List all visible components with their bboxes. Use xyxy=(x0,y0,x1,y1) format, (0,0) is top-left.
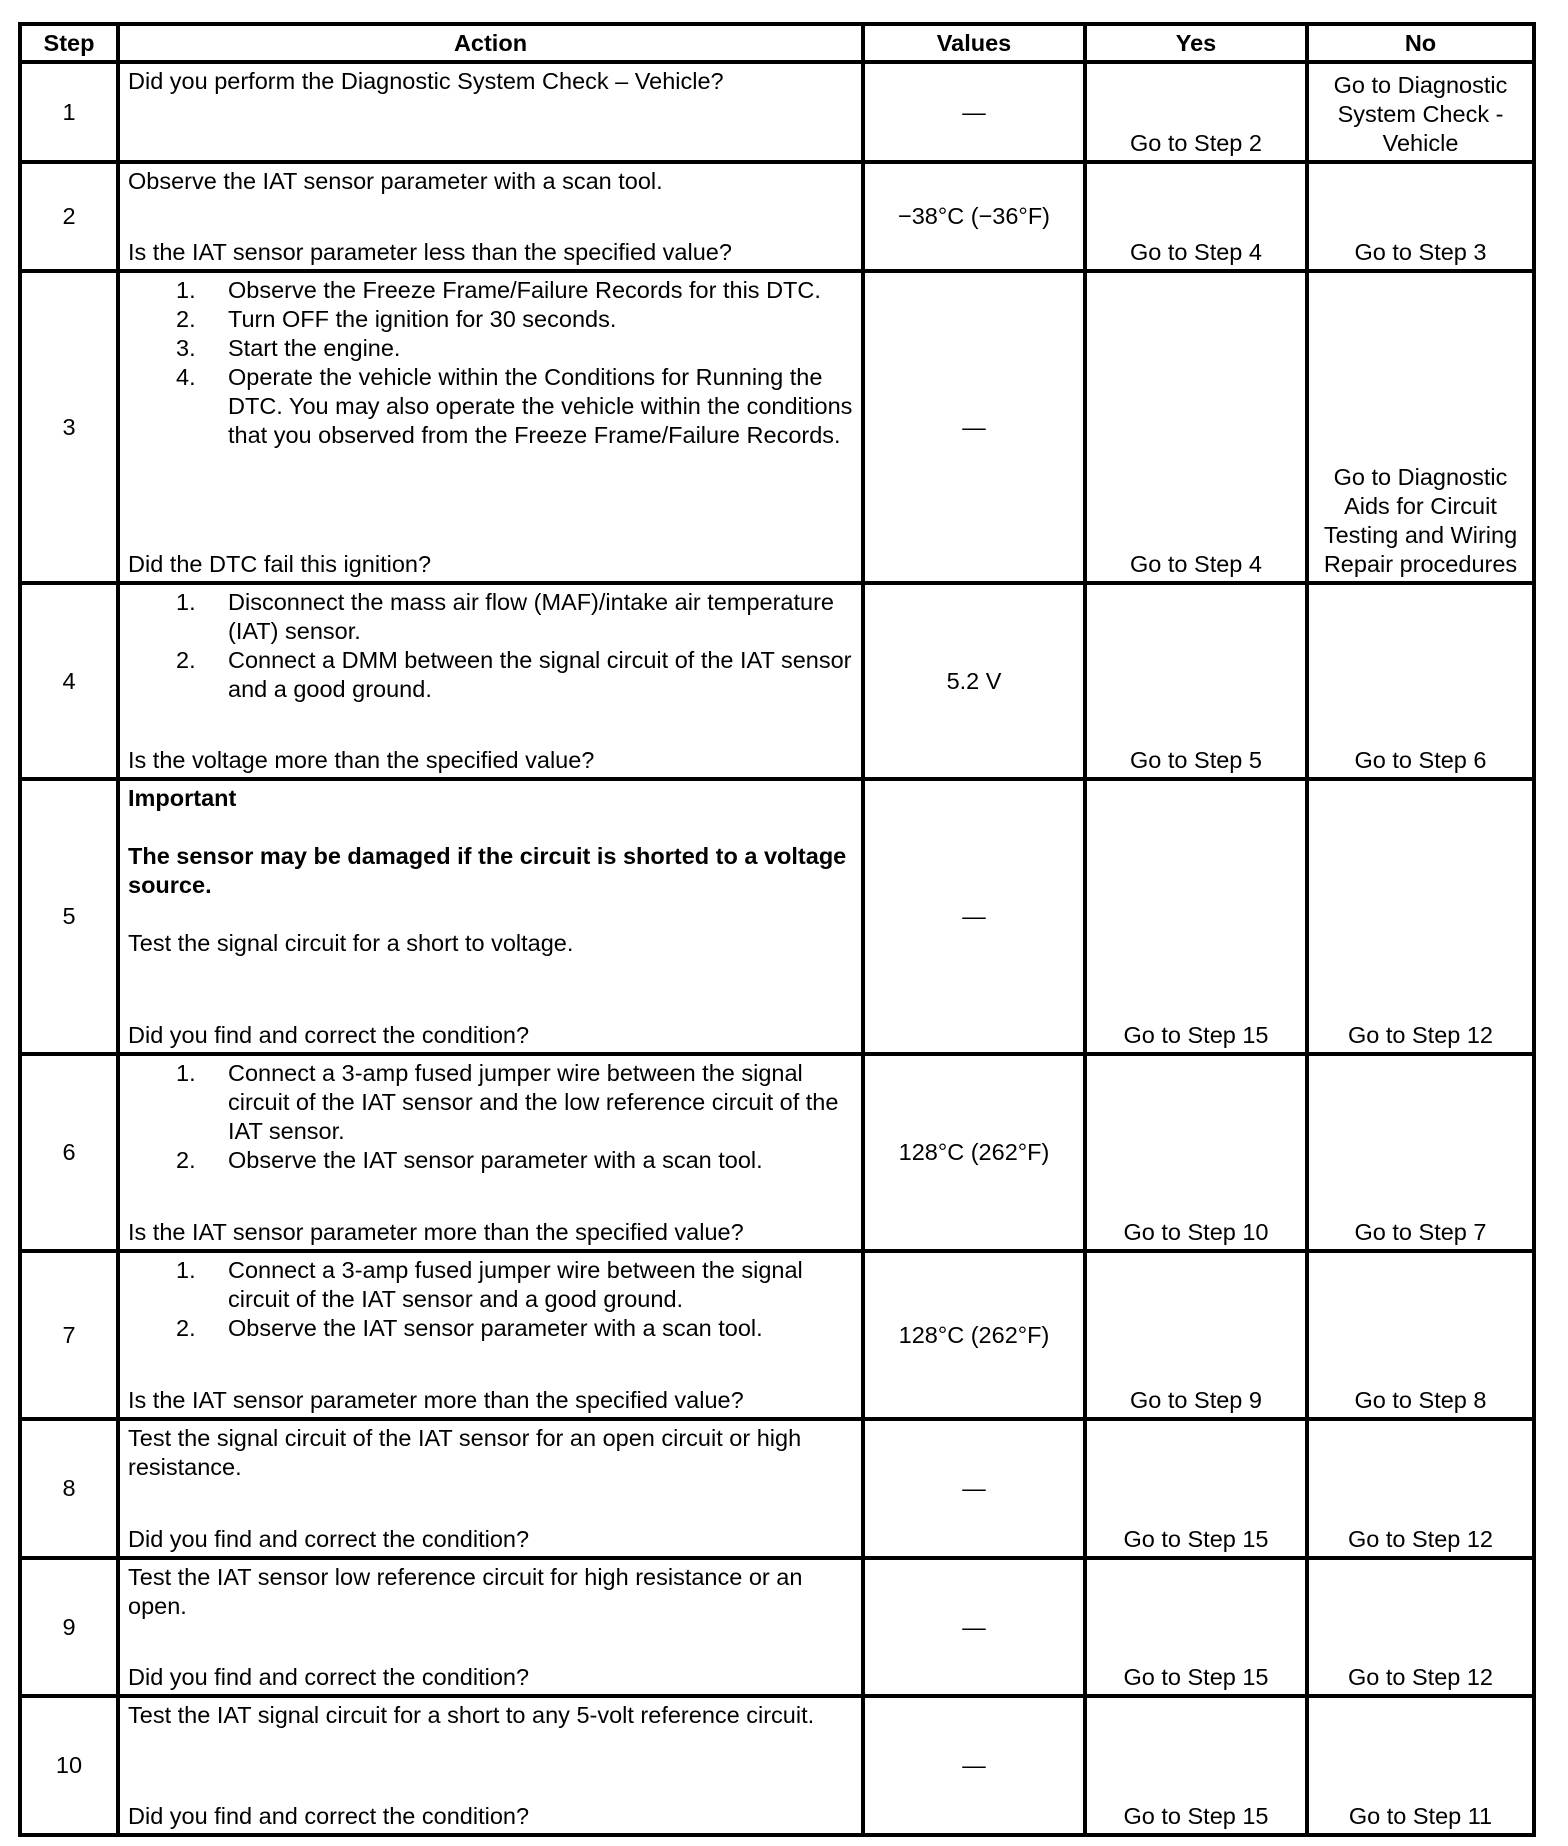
table-row xyxy=(20,1251,1534,1419)
action-step: 2. Connect a DMM between the signal circuit of the IAT sensor and a good ground. xyxy=(176,647,852,702)
action-cell xyxy=(118,162,863,271)
step-number: 5 xyxy=(20,779,118,1054)
value-cell: 128°C (262°F) xyxy=(863,1251,1085,1419)
action-question: Is the IAT sensor parameter less than the specified value? xyxy=(128,239,732,265)
action-step: 4. Operate the vehicle within the Conditions for Running the DTC. You may also operate the vehicle within the conditions that you observed from the Freeze Frame/Failure Records. xyxy=(176,364,853,448)
action-question: Is the IAT sensor parameter more than the specified value? xyxy=(128,1219,744,1245)
action-cell xyxy=(118,779,863,1054)
action-step: 2. Observe the IAT sensor parameter with a scan tool. xyxy=(176,1315,763,1341)
no-cell: Go to Step 7 xyxy=(1307,1054,1534,1251)
table-row xyxy=(20,1696,1534,1835)
table-row xyxy=(20,1054,1534,1251)
table-row xyxy=(20,62,1534,162)
no-cell: Go to Step 8 xyxy=(1307,1251,1534,1419)
action-steps xyxy=(128,1256,855,1343)
header-no: No xyxy=(1307,24,1534,62)
header-step: Step xyxy=(20,24,118,62)
action-step: 2. Observe the IAT sensor parameter with a scan tool. xyxy=(176,1147,763,1173)
action-step: 1. Connect a 3-amp fused jumper wire between the signal circuit of the IAT sensor and a good ground. xyxy=(176,1257,803,1312)
yes-cell: Go to Step 5 xyxy=(1085,583,1307,779)
yes-cell: Go to Step 2 xyxy=(1085,62,1307,162)
action-question: Is the IAT sensor parameter more than the specified value? xyxy=(128,1387,744,1413)
table-row xyxy=(20,271,1534,583)
value-cell: 128°C (262°F) xyxy=(863,1054,1085,1251)
yes-cell: Go to Step 9 xyxy=(1085,1251,1307,1419)
yes-cell: Go to Step 15 xyxy=(1085,779,1307,1054)
action-cell xyxy=(118,583,863,779)
value-cell: — xyxy=(863,779,1085,1054)
important-label: Important xyxy=(128,785,237,811)
header-action: Action xyxy=(118,24,863,62)
yes-cell: Go to Step 4 xyxy=(1085,271,1307,583)
step-number: 3 xyxy=(20,271,118,583)
action-cell xyxy=(118,1251,863,1419)
action-question: Did the DTC fail this ignition? xyxy=(128,551,432,577)
no-cell: Go to Diagnostic Aids for Circuit Testing and Wiring Repair procedures xyxy=(1307,271,1534,583)
action-step: 1. Observe the Freeze Frame/Failure Records for this DTC. xyxy=(176,277,821,303)
action-cell xyxy=(118,1558,863,1696)
action-cell xyxy=(118,1696,863,1835)
no-cell: Go to Step 12 xyxy=(1307,1558,1534,1696)
step-number: 8 xyxy=(20,1419,118,1558)
action-step: 2. Turn OFF the ignition for 30 seconds. xyxy=(176,306,617,332)
yes-cell: Go to Step 15 xyxy=(1085,1558,1307,1696)
step-number: 10 xyxy=(20,1696,118,1835)
action-question: Is the voltage more than the specified value? xyxy=(128,747,595,773)
value-cell: — xyxy=(863,271,1085,583)
yes-cell: Go to Step 15 xyxy=(1085,1696,1307,1835)
warning-text: The sensor may be damaged if the circuit is shorted to a voltage source. xyxy=(128,843,847,898)
action-steps xyxy=(128,1059,855,1175)
no-cell: Go to Step 3 xyxy=(1307,162,1534,271)
diagnostic-table xyxy=(18,22,1536,1837)
header-values: Values xyxy=(863,24,1085,62)
step-number: 2 xyxy=(20,162,118,271)
action-cell xyxy=(118,1054,863,1251)
header-row xyxy=(20,24,1534,62)
step-number: 4 xyxy=(20,583,118,779)
action-question: Did you find and correct the condition? xyxy=(128,1664,530,1690)
no-cell: Go to Step 12 xyxy=(1307,1419,1534,1558)
value-cell: −38°C (−36°F) xyxy=(863,162,1085,271)
table-row xyxy=(20,162,1534,271)
action-text: Test the signal circuit for a short to voltage. xyxy=(128,930,574,956)
yes-cell: Go to Step 10 xyxy=(1085,1054,1307,1251)
value-cell: — xyxy=(863,1696,1085,1835)
value-cell: — xyxy=(863,1558,1085,1696)
action-step: 3. Start the engine. xyxy=(176,335,401,361)
no-cell: Go to Diagnostic System Check - Vehicle xyxy=(1307,62,1534,162)
action-text: Test the signal circuit of the IAT sensor for an open circuit or high resistance. xyxy=(128,1425,802,1480)
action-steps xyxy=(128,588,855,704)
action-question: Did you find and correct the condition? xyxy=(128,1803,530,1829)
action-cell xyxy=(118,1419,863,1558)
action-step: 1. Disconnect the mass air flow (MAF)/intake air temperature (IAT) sensor. xyxy=(176,589,834,644)
no-cell: Go to Step 11 xyxy=(1307,1696,1534,1835)
action-steps xyxy=(128,276,855,450)
table-row xyxy=(20,1419,1534,1558)
value-cell: — xyxy=(863,62,1085,162)
value-cell: — xyxy=(863,1419,1085,1558)
action-question: Did you perform the Diagnostic System Check – Vehicle? xyxy=(128,68,724,94)
value-cell: 5.2 V xyxy=(863,583,1085,779)
action-text: Test the IAT signal circuit for a short to any 5-volt reference circuit. xyxy=(128,1702,815,1728)
action-text: Test the IAT sensor low reference circuit for high resistance or an open. xyxy=(128,1564,803,1619)
header-yes: Yes xyxy=(1085,24,1307,62)
yes-cell: Go to Step 4 xyxy=(1085,162,1307,271)
no-cell: Go to Step 6 xyxy=(1307,583,1534,779)
action-cell xyxy=(118,271,863,583)
table-row xyxy=(20,583,1534,779)
action-step: 1. Connect a 3-amp fused jumper wire between the signal circuit of the IAT sensor and the low reference circuit of the IAT sensor. xyxy=(176,1060,839,1144)
step-number: 7 xyxy=(20,1251,118,1419)
action-cell xyxy=(118,62,863,162)
yes-cell: Go to Step 15 xyxy=(1085,1419,1307,1558)
step-number: 6 xyxy=(20,1054,118,1251)
action-question: Did you find and correct the condition? xyxy=(128,1022,530,1048)
step-number: 9 xyxy=(20,1558,118,1696)
action-question: Did you find and correct the condition? xyxy=(128,1526,530,1552)
table-row xyxy=(20,779,1534,1054)
table-row xyxy=(20,1558,1534,1696)
action-text: Observe the IAT sensor parameter with a scan tool. xyxy=(128,168,663,194)
no-cell: Go to Step 12 xyxy=(1307,779,1534,1054)
step-number: 1 xyxy=(20,62,118,162)
